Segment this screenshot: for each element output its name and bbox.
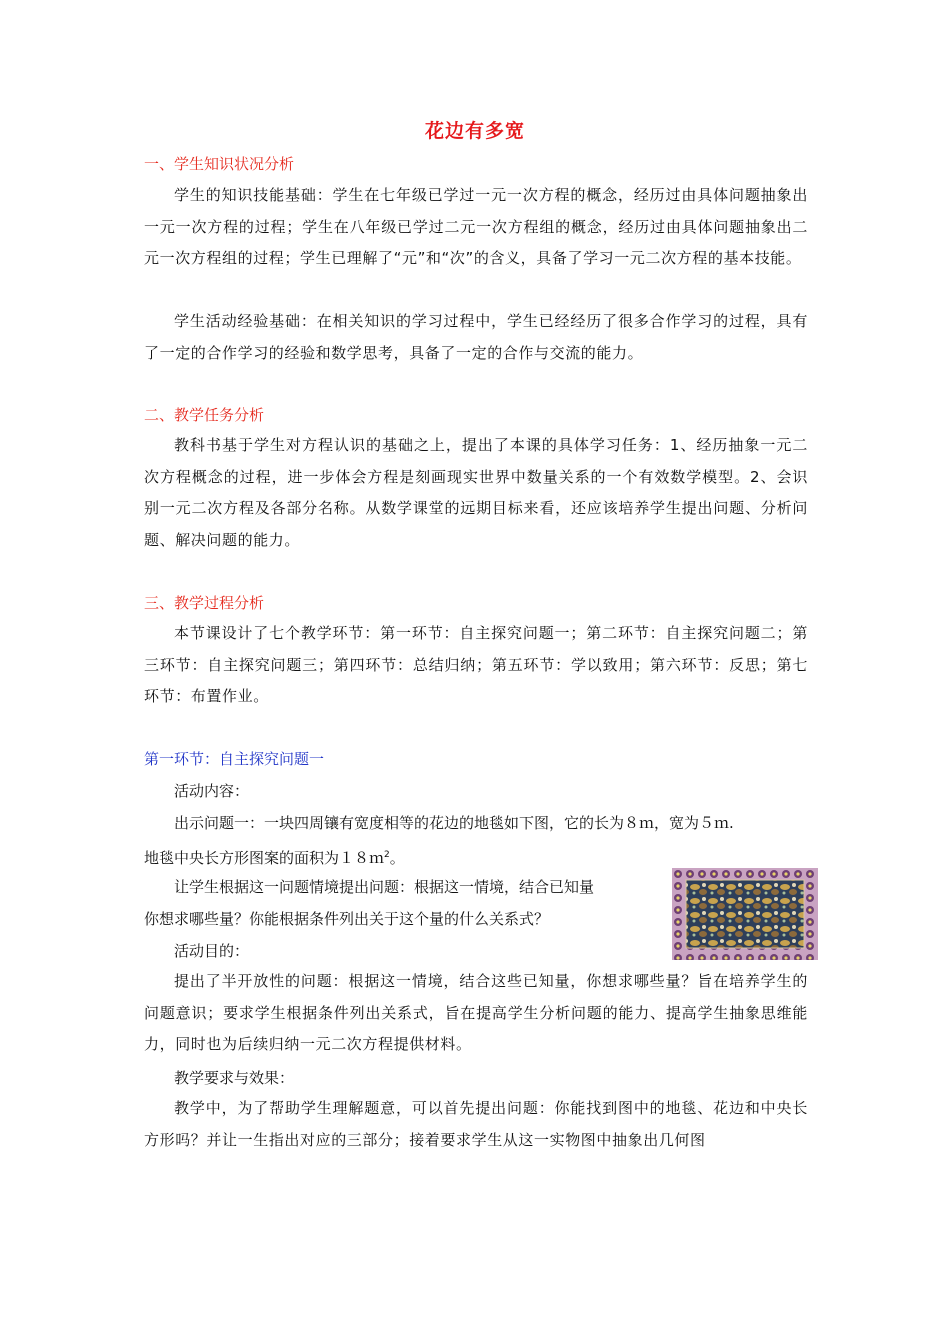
section-heading-1: 一、学生知识状况分析 (144, 155, 295, 173)
unit-superscript: 2 (384, 850, 390, 860)
problem-one-line-2 (144, 845, 405, 868)
problem-one-end: 。 (389, 849, 405, 867)
activity-goal-label: 活动目的： (174, 942, 250, 960)
subsection-heading-1: 第一环节：自主探究问题一 (144, 750, 325, 768)
problem-one-text: 地毯中央长方形图案的面积为１８ｍ (144, 849, 385, 867)
section-heading-2: 二、教学任务分析 (144, 406, 265, 424)
section-heading-3: 三、教学过程分析 (144, 594, 265, 612)
paragraph-teaching-requirements: 教学中，为了帮助学生理解题意，可以首先提出问题：你能找到图中的地毯、花边和中央长方形吗？并让一生指出对应的三部分；接着要求学生从这一实物图中抽象出几何图 (144, 1099, 808, 1149)
ask-question-line-1: 让学生根据这一问题情境提出问题：根据这一情境，结合已知量 (174, 878, 595, 896)
activity-content-label: 活动内容： (174, 782, 250, 800)
paragraph-task-analysis: 教科书基于学生对方程认识的基础之上，提出了本课的具体学习任务：1、经历抽象一元二次方程概念的过程，进一步体会方程是刻画现实世界中数量关系的一个有效数学模型。2、会识别一元二次方程及各部分名称。从数学课堂的远期目标来看，还应该培养学生提出问题、分析问题、解决问题的能力。 (144, 436, 808, 549)
page-title: 花边有多宽 (424, 120, 525, 142)
problem-one-line-1: 出示问题一：一块四周镶有宽度相等的花边的地毯如下图，它的长为８ｍ，宽为５ｍ. (174, 814, 734, 832)
paragraph-process-analysis: 本节课设计了七个教学环节：第一环节：自主探究问题一；第二环节：自主探究问题二；第三环节：自主探究问题三；第四环节：总结归纳；第五环节：学以致用；第六环节：反思；第七环节：布置作业。 (144, 624, 808, 706)
teaching-requirements-label: 教学要求与效果： (174, 1069, 295, 1087)
paragraph-activity-goal: 提出了半开放性的问题：根据这一情境，结合这些已知量，你想求哪些量？旨在培养学生的问题意识；要求学生根据条件列出关系式，旨在提高学生分析问题的能力、提高学生抽象思维能力，同时也为后续归纳一元二次方程提供材料。 (144, 972, 808, 1054)
carpet-image (672, 868, 818, 960)
ask-question-line-2: 你想求哪些量？你能根据条件列出关于这个量的什么关系式？ (144, 910, 550, 928)
paragraph-knowledge-base: 学生的知识技能基础：学生在七年级已学过一元一次方程的概念，经历过由具体问题抽象出一元一次方程的过程；学生在八年级已学过二元一次方程组的概念，经历过由具体问题抽象出二元一次方程组的过程；学生已理解了“元”和“次”的含义，具备了学习一元二次方程的基本技能。 (144, 186, 808, 268)
paragraph-experience-base: 学生活动经验基础：在相关知识的学习过程中，学生已经经历了很多合作学习的过程，具有了一定的合作学习的经验和数学思考，具备了一定的合作与交流的能力。 (144, 312, 808, 362)
